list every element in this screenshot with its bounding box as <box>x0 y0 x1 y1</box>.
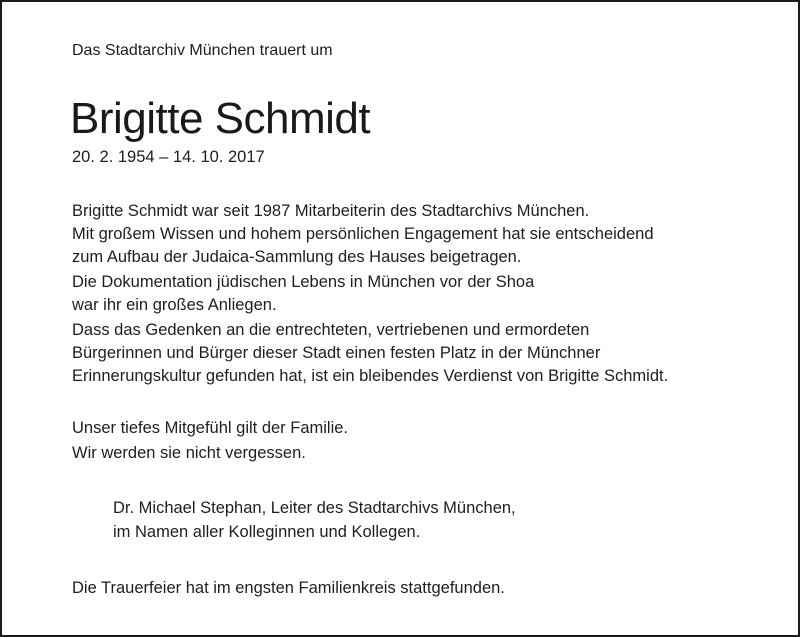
deceased-name: Brigitte Schmidt <box>70 94 371 143</box>
closing-line-1: Unser tiefes Mitgefühl gilt der Familie. <box>72 419 349 437</box>
paragraph-3-line-3: Erinnerungskultur gefunden hat, ist ein bleibendes Verdienst von Brigitte Schmidt. <box>72 367 669 385</box>
paragraph-3-line-1: Dass das Gedenken an die entrechteten, vertriebenen und ermordeten <box>72 321 590 339</box>
closing-line-2: Wir werden sie nicht vergessen. <box>72 444 306 462</box>
footer-note: Die Trauerfeier hat im engsten Familienkreis stattgefunden. <box>72 579 505 597</box>
intro-line: Das Stadtarchiv München trauert um <box>72 42 333 59</box>
life-dates: 20. 2. 1954 – 14. 10. 2017 <box>72 148 265 166</box>
paragraph-1-line-3: zum Aufbau der Judaica-Sammlung des Hauses beigetragen. <box>72 248 522 266</box>
signature-line-2: im Namen aller Kolleginnen und Kollegen. <box>113 523 421 541</box>
paragraph-1-line-1: Brigitte Schmidt war seit 1987 Mitarbeiterin des Stadtarchivs München. <box>72 202 590 220</box>
paragraph-3-line-2: Bürgerinnen und Bürger dieser Stadt einen festen Platz in der Münchner <box>72 344 601 362</box>
signature-line-1: Dr. Michael Stephan, Leiter des Stadtarchivs München, <box>113 499 516 517</box>
paragraph-2-line-2: war ihr ein großes Anliegen. <box>72 296 277 314</box>
paragraph-2-line-1: Die Dokumentation jüdischen Lebens in München vor der Shoa <box>72 273 535 291</box>
paragraph-1-line-2: Mit großem Wissen und hohem persönlichen Engagement hat sie entscheidend <box>72 225 654 243</box>
